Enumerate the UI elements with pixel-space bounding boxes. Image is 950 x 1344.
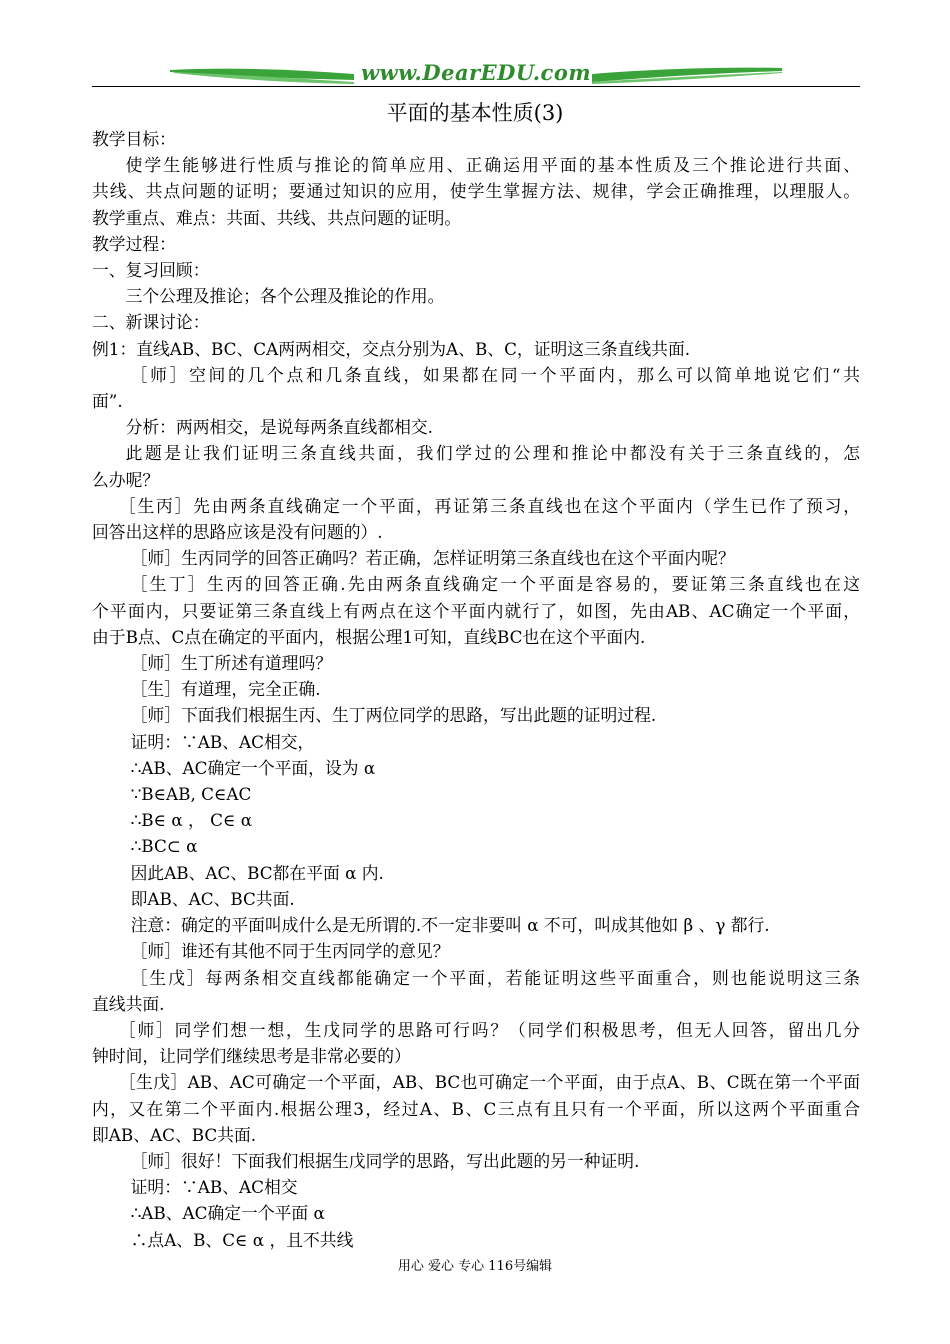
text-line: 例1：直线AB、BC、CA两两相交，交点分别为A、B、C，证明这三条直线共面. [92,338,691,359]
text-line: 教学目标： [92,129,176,149]
header-banner [92,60,860,92]
text-line: ∴BC⊂ α [130,836,198,857]
text-line: 即AB、AC、BC共面. [92,1124,257,1145]
text-line: 三个公理及推论；各个公理及推论的作用。 [125,286,445,307]
text-line: ［师］谁还有其他不同于生丙同学的意见？ [130,941,450,962]
text-line: 教学重点、难点：共面、共线、共点问题的证明。 [92,207,462,228]
text-line: ［师］空间的几个点和几条直线，如果都在同一个平面内，那么可以简单地说它们“共 [130,364,860,385]
text-line: 即AB、AC、BC共面. [130,888,295,909]
header-rule [92,86,860,87]
text-line: 由于B点、C点在确定的平面内，根据公理1可知，直线BC也在这个平面内. [92,626,646,647]
text-line: ［生丙］先由两条直线确定一个平面，再证第三条直线也在这个平面内（学生已作了预习， [118,495,860,516]
page-footer: 用心 爱心 专心 116号编辑 [397,1259,553,1274]
text-line: 钟时间，让同学们继续思考是非常必要的） [92,1046,411,1067]
text-line: ［生丁］生丙的回答正确.先由两条直线确定一个平面是容易的，要证第三条直线也在这 [130,574,860,595]
text-line: 共线、共点问题的证明；要通过知识的应用，使学生掌握方法、规律，学会正确推理，以理服人。 [92,181,860,202]
text-line: 回答出这样的思路应该是没有问题的）. [92,522,383,543]
text-line: ［生］有道理，完全正确. [130,679,321,700]
text-line: ［师］很好！下面我们根据生戊同学的思路，写出此题的另一种证明. [130,1150,640,1171]
text-line: 注意：确定的平面叫成什么是无所谓的.不一定非要叫 α 不可，叫成其他如 β 、γ 都行. [130,915,770,936]
text-line: 一、复习回顾： [92,260,210,281]
text-line: ∴点A、B、C∈ α ，且不共线 [130,1229,354,1250]
text-line: 个平面内，只要证第三条直线上有两点在这个平面内就行了，如图，先由AB、AC确定一个平面， [92,600,860,621]
text-line: 面”. [92,391,123,412]
text-line: ∴AB、AC确定一个平面，设为 α [130,757,376,778]
text-line: ∵B∈AB, C∈AC [130,784,252,805]
text-line: 内，又在第二个平面内.根据公理3，经过A、B、C三点有且只有一个平面，所以这两个平面重合 [92,1098,860,1119]
text-line: 教学过程： [92,233,176,254]
text-line: 使学生能够进行性质与推论的简单应用、正确运用平面的基本性质及三个推论进行共面、 [125,155,860,176]
site-logo: www.DearEDU.com [360,60,592,85]
text-line: 证明：∵AB、AC相交， [130,731,315,752]
text-line: ［师］生丁所述有道理吗？ [130,653,333,674]
text-line: ［师］同学们想一想，生戊同学的思路可行吗？（同学们积极思考，但无人回答，留出几分 [118,1019,860,1040]
text-line: ∴AB、AC确定一个平面 α [130,1203,325,1224]
text-line: 此题是让我们证明三条直线共面，我们学过的公理和推论中都没有关于三条直线的，怎 [125,443,860,464]
text-line: 分析：两两相交，是说每两条直线都相交. [125,417,433,438]
page-title: 平面的基本性质(3) [386,101,564,125]
text-line: 因此AB、AC、BC都在平面 α 内. [130,862,384,883]
text-line: ［生戊］AB、AC可确定一个平面，AB、BC也可确定一个平面，由于点A、B、C既在第一个平面 [118,1072,860,1093]
text-line: ［生戊］每两条相交直线都能确定一个平面，若能证明这些平面重合，则也能说明这三条 [130,967,860,988]
text-line: 二、新课讨论： [92,312,210,333]
text-line: ［师］生丙同学的回答正确吗？若正确，怎样证明第三条直线也在这个平面内呢？ [130,548,735,569]
text-line: 证明：∵AB、AC相交 [130,1177,298,1198]
text-line: ∴B∈ α ， C∈ α [130,810,253,831]
text-line: 么办呢？ [92,469,160,490]
text-line: ［师］下面我们根据生丙、生丁两位同学的思路，写出此题的证明过程. [130,705,657,726]
lesson-body [92,126,860,1253]
text-line: 直线共面. [92,993,165,1014]
